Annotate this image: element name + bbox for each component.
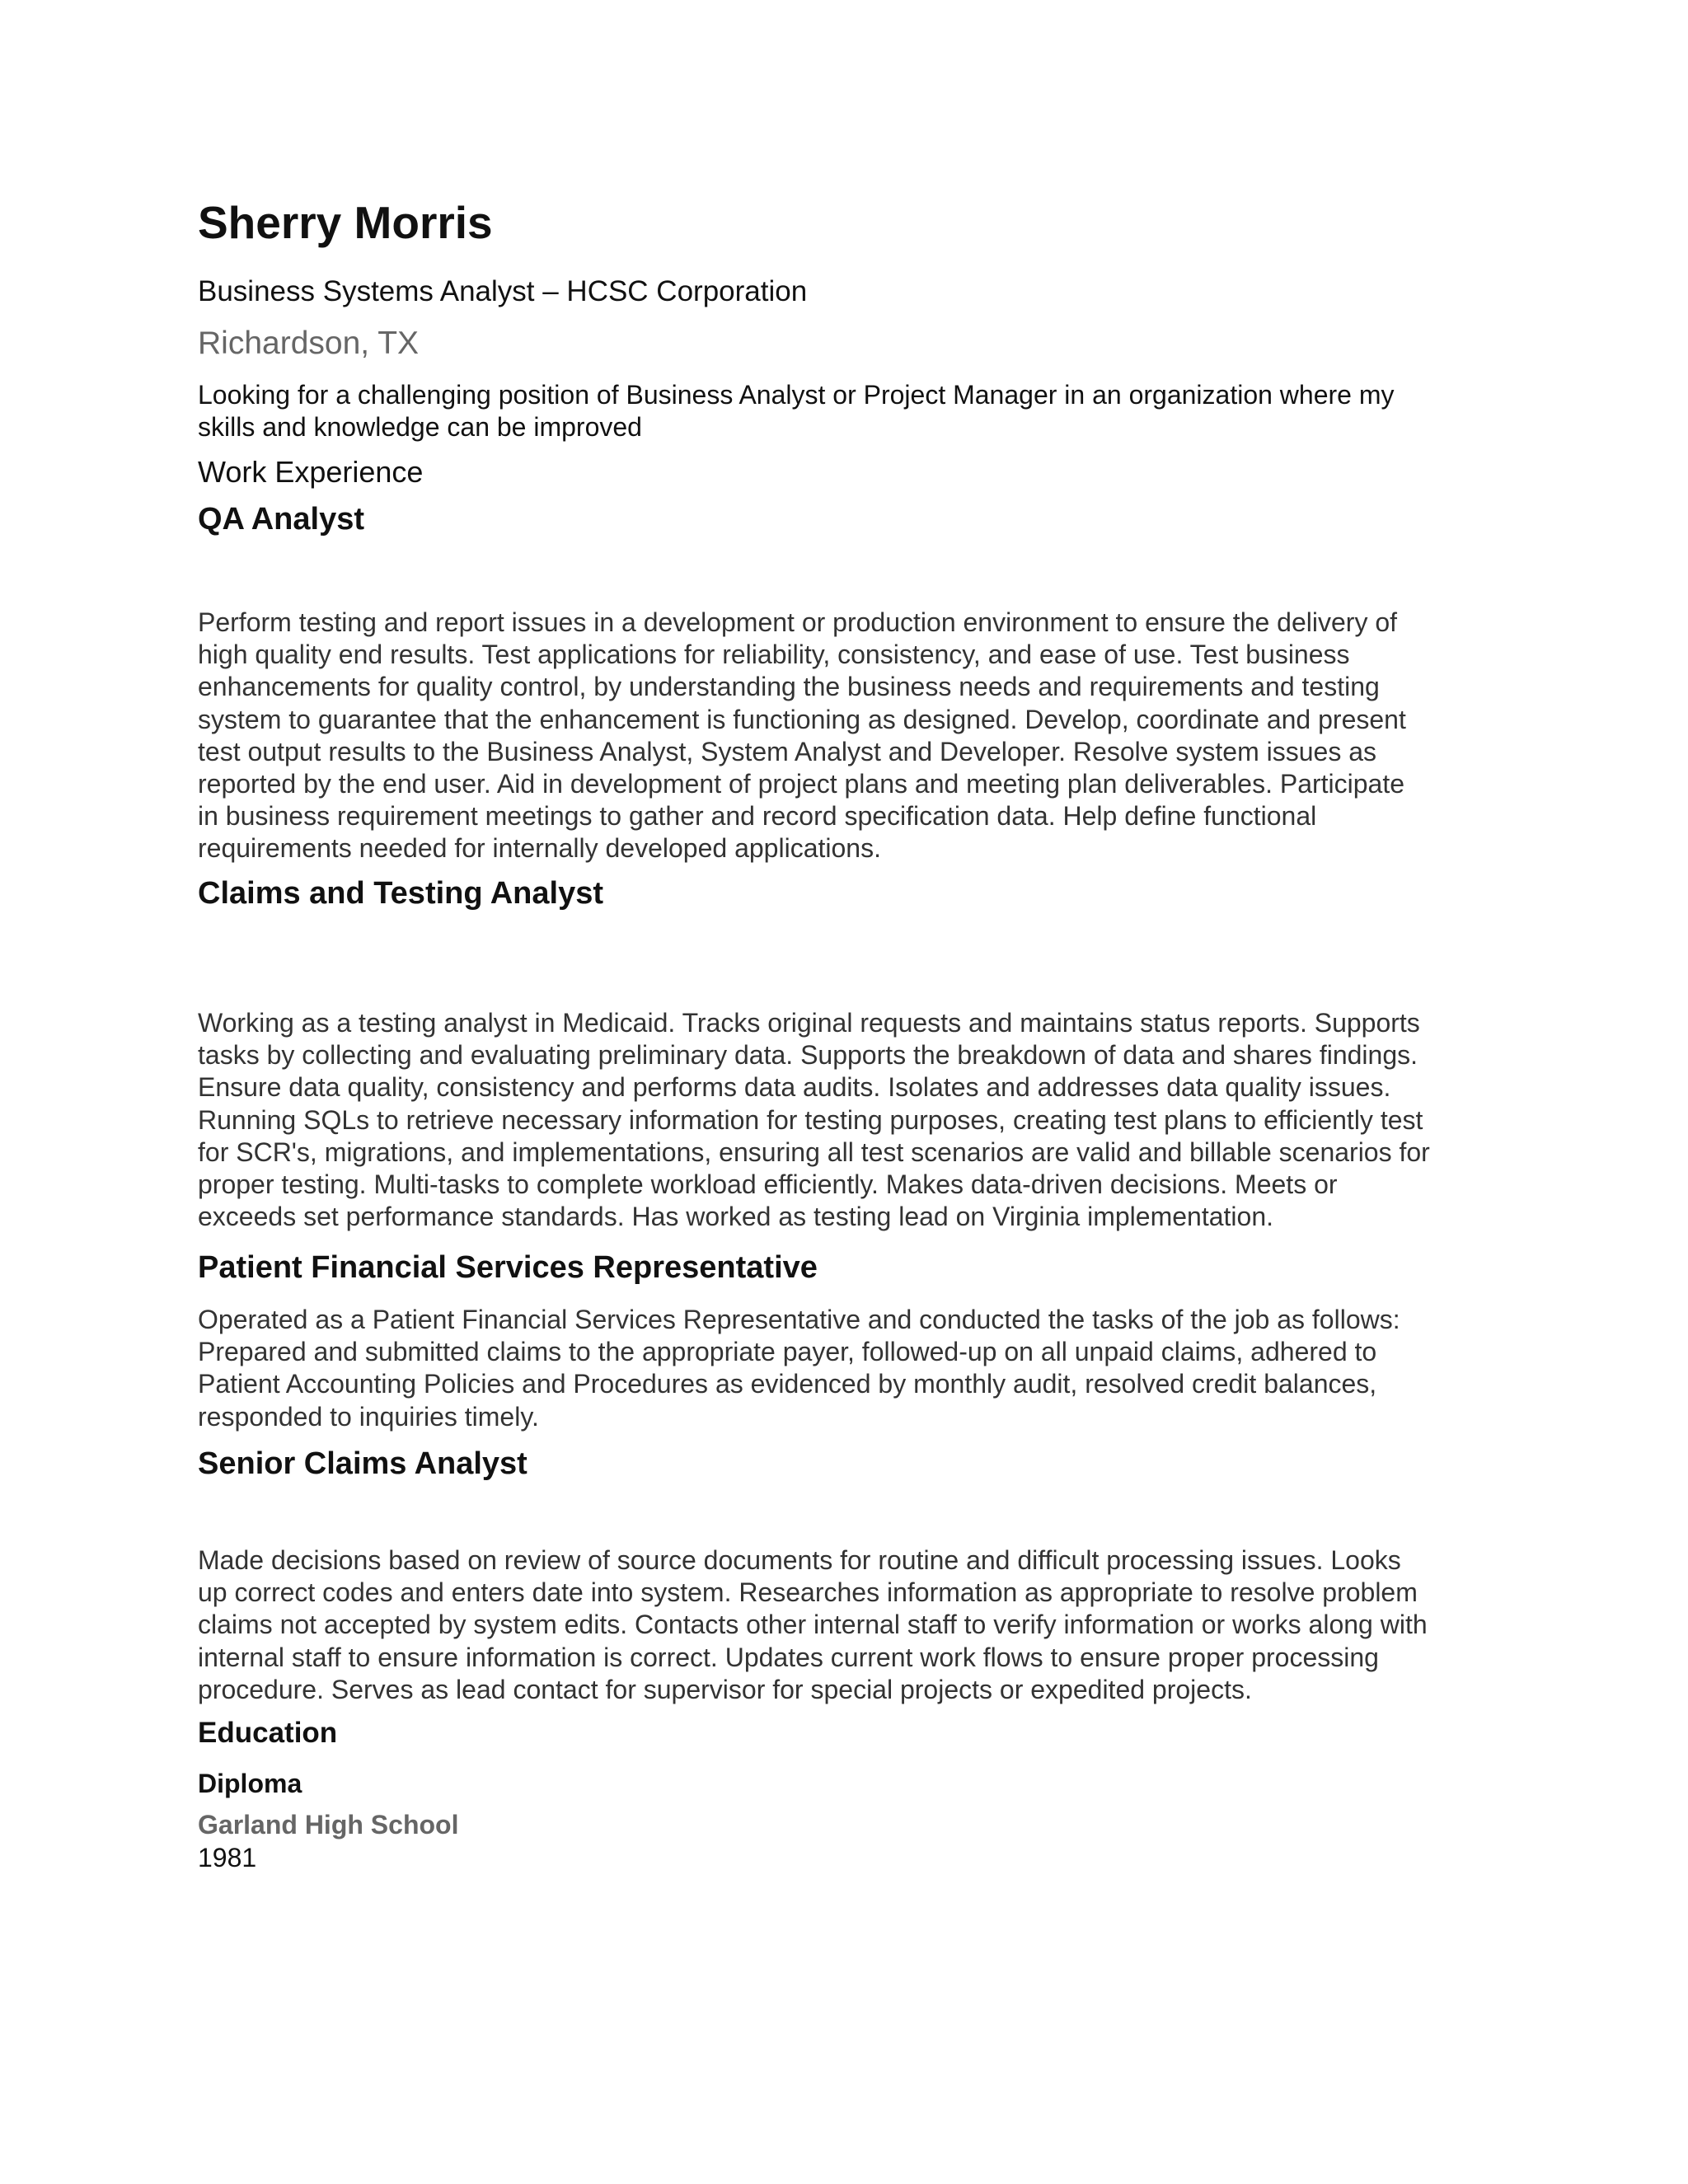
candidate-location: Richardson, TX <box>198 326 420 361</box>
job-description-line: responded to inquiries timely. <box>198 1401 539 1432</box>
career-summary <box>198 379 1484 443</box>
job-description-line: procedure. Serves as lead contact for supervisor for special projects or expedited projects. <box>198 1674 1252 1704</box>
education-heading: Education <box>198 1717 338 1749</box>
job-description-claims-testing-analyst <box>198 1007 1500 1233</box>
job-description-line: high quality end results. Test applications for reliability, consistency, and ease of use. Test business <box>198 640 1350 670</box>
job-description-line: claims not accepted by system edits. Contacts other internal staff to verify information or works along with <box>198 1610 1428 1640</box>
summary-line: Looking for a challenging position of Business Analyst or Project Manager in an organization where my <box>198 380 1395 410</box>
job-description-patient-financial-services-representative <box>198 1304 1500 1433</box>
job-title-qa-analyst: QA Analyst <box>198 502 365 537</box>
job-description-line: Made decisions based on review of source documents for routine and difficult processing issues. Looks <box>198 1545 1401 1575</box>
job-description-line: Working as a testing analyst in Medicaid. Tracks original requests and maintains status reports. Supports <box>198 1008 1420 1038</box>
job-description-line: requirements needed for internally developed applications. <box>198 833 881 864</box>
job-title-patient-financial-services-representative: Patient Financial Services Representative <box>198 1250 818 1285</box>
education-degree: Diploma <box>198 1769 302 1798</box>
job-description-line: internal staff to ensure information is correct. Updates current work flows to ensure proper processing <box>198 1642 1379 1672</box>
job-description-line: tasks by collecting and evaluating preliminary data. Supports the breakdown of data and shares findings. <box>198 1040 1418 1071</box>
education-school: Garland High School <box>198 1810 459 1840</box>
candidate-headline: Business Systems Analyst – HCSC Corporation <box>198 275 808 307</box>
job-description-senior-claims-analyst <box>198 1544 1500 1706</box>
job-title-senior-claims-analyst: Senior Claims Analyst <box>198 1446 528 1481</box>
work-experience-heading: Work Experience <box>198 455 424 489</box>
job-description-line: Patient Accounting Policies and Procedures as evidenced by monthly audit, resolved credit balances, <box>198 1369 1377 1399</box>
job-description-line: in business requirement meetings to gather and record specification data. Help define functional <box>198 801 1317 832</box>
job-description-line: reported by the end user. Aid in development of project plans and meeting plan deliverables. Participate <box>198 769 1405 799</box>
job-description-line: test output results to the Business Analyst, System Analyst and Developer. Resolve system issues as <box>198 736 1377 766</box>
job-description-line: for SCR's, migrations, and implementations, ensuring all test scenarios are valid and billable scenarios for <box>198 1137 1430 1167</box>
education-year: 1981 <box>198 1843 257 1872</box>
job-description-line: Operated as a Patient Financial Services Representative and conducted the tasks of the job as follows: <box>198 1305 1400 1334</box>
summary-line: skills and knowledge can be improved <box>198 412 642 442</box>
job-description-line: enhancements for quality control, by understanding the business needs and requirements and testing <box>198 672 1380 702</box>
candidate-name: Sherry Morris <box>198 197 493 248</box>
job-description-line: system to guarantee that the enhancement is functioning as designed. Develop, coordinate and present <box>198 704 1406 734</box>
job-description-line: up correct codes and enters date into system. Researches information as appropriate to resolve problem <box>198 1577 1418 1608</box>
job-description-line: exceeds set performance standards. Has worked as testing lead on Virginia implementation. <box>198 1202 1273 1232</box>
job-description-qa-analyst <box>198 607 1500 865</box>
job-description-line: Perform testing and report issues in a development or production environment to ensure the delivery of <box>198 607 1398 637</box>
job-description-line: proper testing. Multi-tasks to complete workload efficiently. Makes data-driven decisions. Meets or <box>198 1169 1338 1200</box>
job-description-line: Running SQLs to retrieve necessary information for testing purposes, creating test plans to efficiently test <box>198 1104 1423 1135</box>
job-description-line: Ensure data quality, consistency and performs data audits. Isolates and addresses data quality issues. <box>198 1072 1391 1103</box>
job-title-claims-testing-analyst: Claims and Testing Analyst <box>198 876 603 911</box>
job-description-line: Prepared and submitted claims to the appropriate payer, followed-up on all unpaid claims, adhered to <box>198 1337 1377 1367</box>
